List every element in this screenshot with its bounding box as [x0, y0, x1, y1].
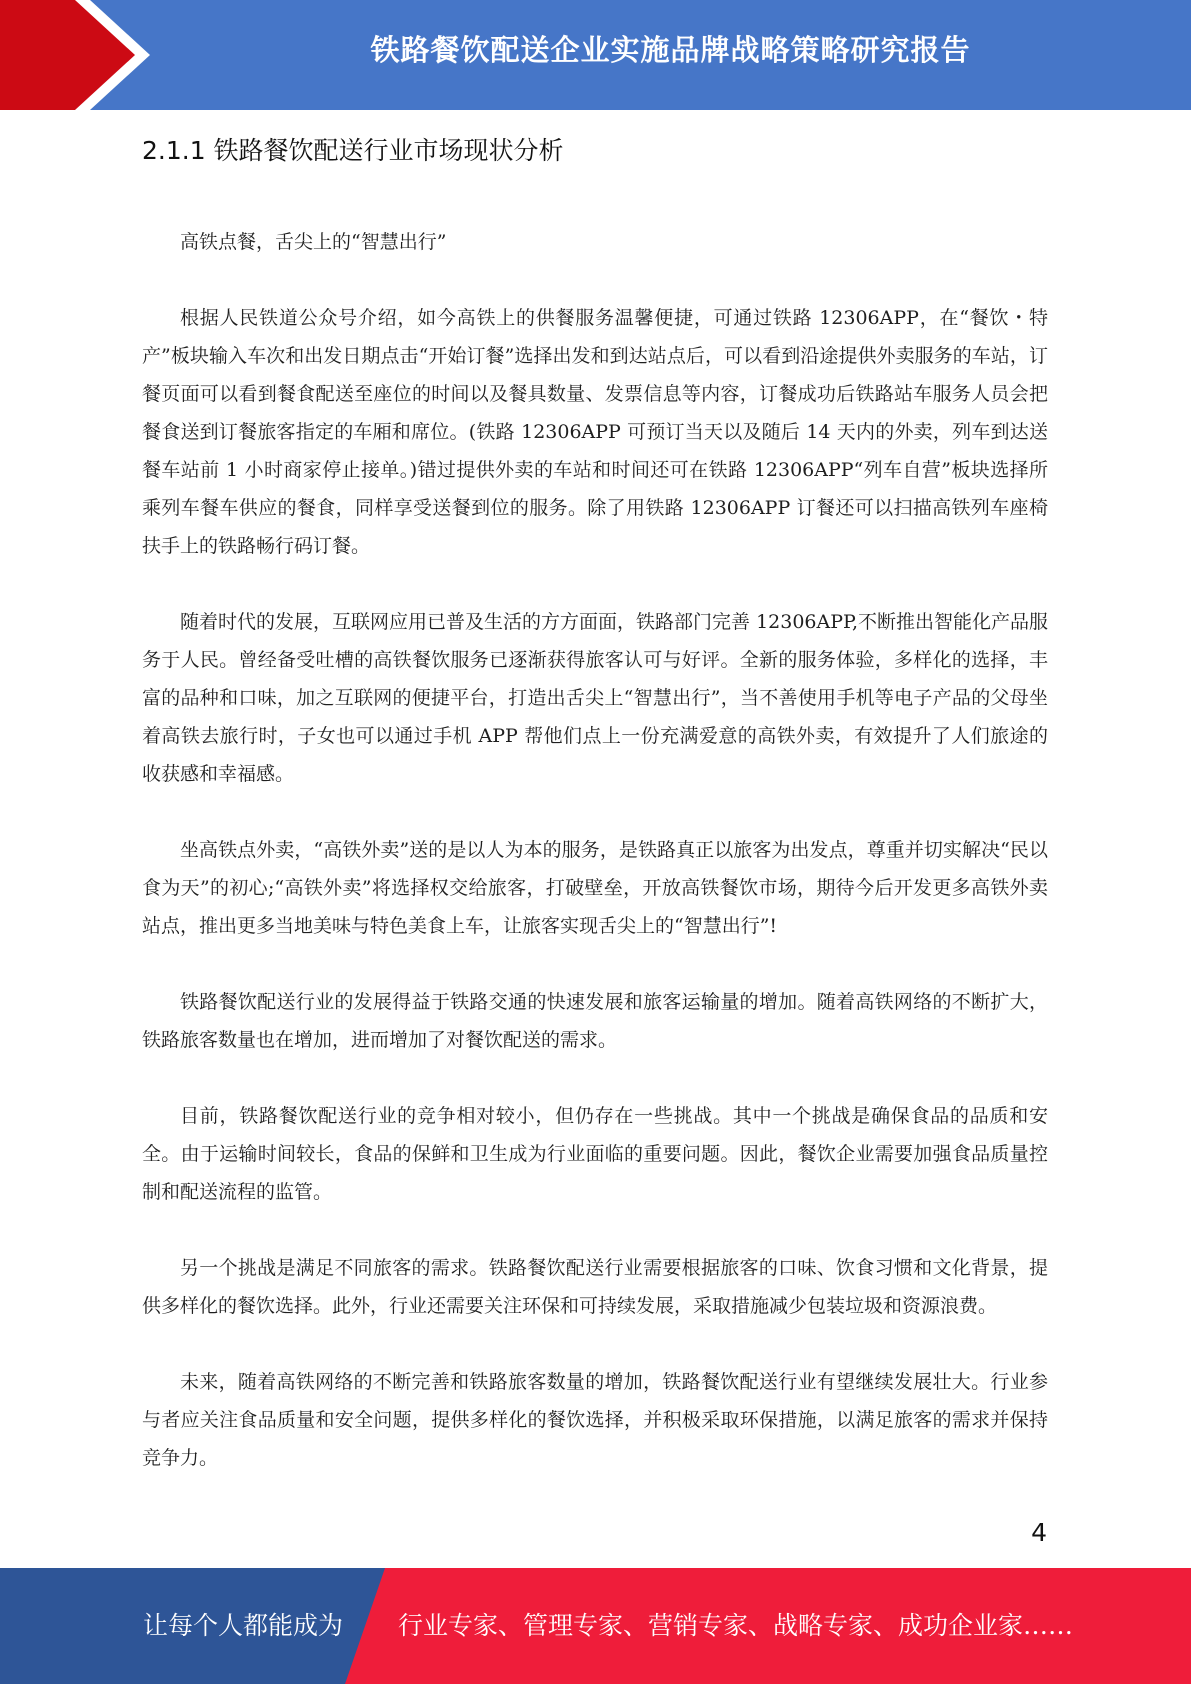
report-body — [142, 223, 1048, 1515]
paragraph: 铁路餐饮配送行业的发展得益于铁路交通的快速发展和旅客运输量的增加。随着高铁网络的不断扩大，铁路旅客数量也在增加，进而增加了对餐饮配送的需求。 — [142, 991, 1048, 1051]
page-number: 4 — [1031, 1518, 1047, 1547]
paragraph: 随着时代的发展，互联网应用已普及生活的方方面面，铁路部门完善 12306APP,不断推出智能化产品服务于人民。曾经备受吐槽的高铁餐饮服务已逐渐获得旅客认可与好评。全新的服务体验，多样化的选择，丰富的品种和口味，加之互联网的便捷平台，打造出舌尖上“智慧出行”，当不善使用手机等电子产品的父母坐着高铁去旅行时，子女也可以通过手机 APP 帮他们点上一份充满爱意的高铁外卖，有效提升了人们旅途的收获感和幸福感。 — [142, 611, 1048, 785]
page-footer-banner — [0, 1568, 1191, 1684]
header-title: 铁路餐饮配送企业实施品牌战略策略研究报告 — [370, 33, 971, 67]
paragraph-subtitle: 高铁点餐，舌尖上的“智慧出行” — [180, 231, 447, 253]
footer-slogan-right: 行业专家、管理专家、营销专家、战略专家、成功企业家…… — [398, 1611, 1074, 1640]
paragraph: 未来，随着高铁网络的不断完善和铁路旅客数量的增加，铁路餐饮配送行业有望继续发展壮大。行业参与者应关注食品质量和安全问题，提供多样化的餐饮选择，并积极采取环保措施，以满足旅客的需求并保持竞争力。 — [142, 1371, 1048, 1469]
paragraph: 根据人民铁道公众号介绍，如今高铁上的供餐服务温馨便捷，可通过铁路 12306APP，在“餐饮・特产”板块输入车次和出发日期点击“开始订餐”选择出发和到达站点后，可以看到沿途提供外卖服务的车站，订餐页面可以看到餐食配送至座位的时间以及餐具数量、发票信息等内容，订餐成功后铁路站车服务人员会把餐食送到订餐旅客指定的车厢和席位。(铁路 12306APP 可预订当天以及随后 14 天内的外卖，列车到达送餐车站前 1 小时商家停止接单。)错过提供外卖的车站和时间还可在铁路 12306APP“列车自营”板块选择所乘列车餐车供应的餐食，同样享受送餐到位的服务。除了用铁路 12306APP 订餐还可以扫描高铁列车座椅扶手上的铁路畅行码订餐。 — [142, 307, 1048, 557]
section-heading: 2.1.1 铁路餐饮配送行业市场现状分析 — [142, 136, 564, 165]
page-header-banner — [0, 0, 1191, 112]
paragraph: 坐高铁点外卖，“高铁外卖”送的是以人为本的服务，是铁路真正以旅客为出发点，尊重并切实解决“民以食为天”的初心;“高铁外卖”将选择权交给旅客，打破壁垒，开放高铁餐饮市场，期待今后开发更多高铁外卖站点，推出更多当地美味与特色美食上车，让旅客实现舌尖上的“智慧出行”! — [142, 839, 1048, 937]
paragraph: 另一个挑战是满足不同旅客的需求。铁路餐饮配送行业需要根据旅客的口味、饮食习惯和文化背景，提供多样化的餐饮选择。此外，行业还需要关注环保和可持续发展，采取措施减少包装垃圾和资源浪费。 — [142, 1257, 1048, 1317]
footer-slogan-left: 让每个人都能成为 — [143, 1611, 344, 1640]
paragraph: 目前，铁路餐饮配送行业的竞争相对较小，但仍存在一些挑战。其中一个挑战是确保食品的品质和安全。由于运输时间较长，食品的保鲜和卫生成为行业面临的重要问题。因此，餐饮企业需要加强食品质量控制和配送流程的监管。 — [142, 1105, 1048, 1203]
